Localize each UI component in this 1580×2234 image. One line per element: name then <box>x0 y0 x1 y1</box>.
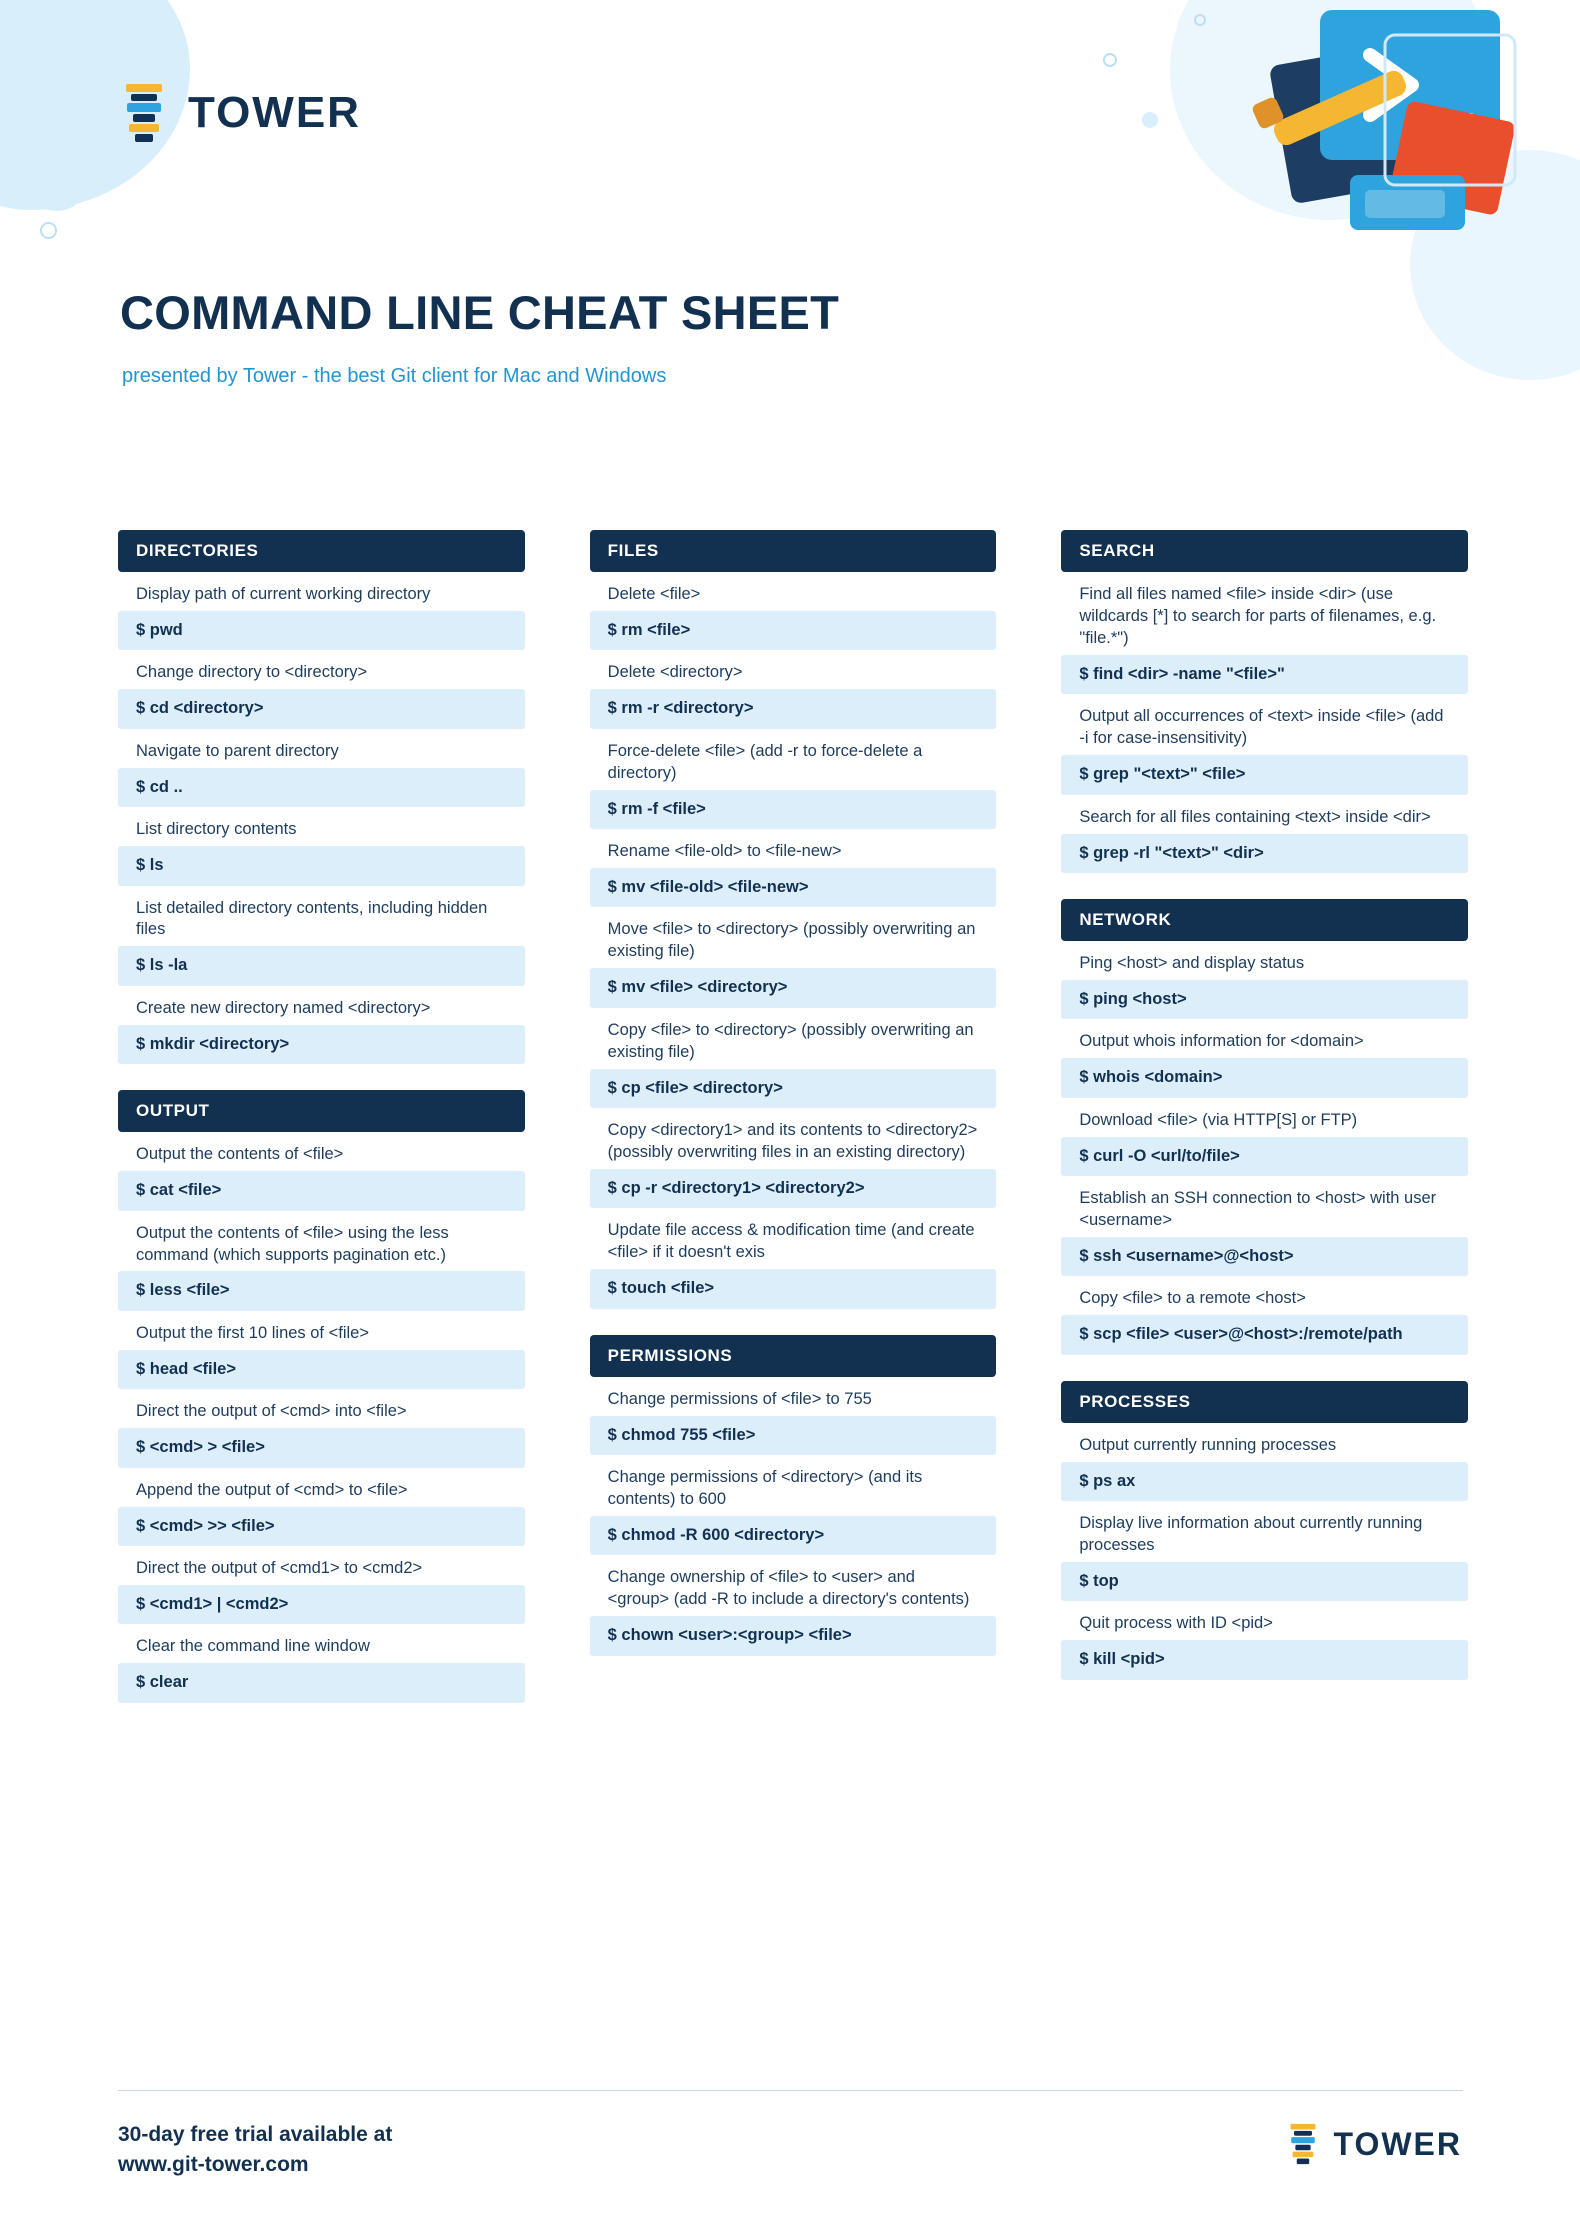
section-title: OUTPUT <box>118 1090 525 1132</box>
entry-description: List directory contents <box>136 820 297 839</box>
entry <box>1061 1031 1468 1097</box>
entry-command[interactable]: $ mv <file-old> <file-new> <box>590 868 997 907</box>
entry <box>1061 1513 1468 1601</box>
hero-illustration-icon <box>1020 0 1540 300</box>
entry-command[interactable]: $ rm <file> <box>590 611 997 650</box>
entry-command[interactable]: $ kill <pid> <box>1061 1640 1468 1679</box>
entry-command[interactable]: $ mkdir <directory> <box>118 1025 525 1064</box>
entry-description: Search for all files containing <text> inside <dir> <box>1079 807 1431 826</box>
entry <box>590 1220 997 1308</box>
entry-command[interactable]: $ top <box>1061 1562 1468 1601</box>
section-title: NETWORK <box>1061 899 1468 941</box>
entry <box>118 1558 525 1624</box>
entry <box>118 1323 525 1389</box>
entry-command[interactable]: $ rm -r <directory> <box>590 689 997 728</box>
entry-command[interactable]: $ chown <user>:<group> <file> <box>590 1616 997 1655</box>
section-files <box>590 530 997 1309</box>
entry-command[interactable]: $ cp -r <directory1> <directory2> <box>590 1169 997 1208</box>
tower-logo-icon <box>1285 2122 1321 2166</box>
entry-description: Download <file> (via HTTP[S] or FTP) <box>1079 1110 1358 1129</box>
entry-description: Output currently running processes <box>1079 1435 1337 1454</box>
section-processes <box>1061 1381 1468 1680</box>
column-left <box>118 530 525 1715</box>
footer-trial-text <box>118 2120 392 2181</box>
entry-description: Change directory to <directory> <box>136 663 368 682</box>
entry-description: Output all occurrences of <text> inside <file> (add -i for case-insensitivity) <box>1079 707 1444 748</box>
entry-description: Display path of current working directory <box>136 585 431 603</box>
entry-description: Force-delete <file> (add -r to force-delete a directory) <box>607 741 923 782</box>
entry-description: Quit process with ID <pid> <box>1079 1614 1273 1633</box>
entry <box>118 1480 525 1546</box>
section-network <box>1061 899 1468 1355</box>
entry <box>118 584 525 650</box>
entry-description: Display live information about currently running processes <box>1079 1514 1423 1555</box>
section-permissions <box>590 1335 997 1656</box>
entry <box>1061 953 1468 1019</box>
entry-description: Navigate to parent directory <box>136 741 339 760</box>
entry-description: Find all files named <file> inside <dir> (use wildcards [*] to search for parts of filenames, e.g. "file.*") <box>1079 585 1437 647</box>
footer-divider <box>118 2090 1463 2091</box>
entry-description: Copy <file> to a remote <host> <box>1079 1289 1306 1308</box>
entry-description: Copy <directory1> and its contents to <directory2> (possibly overwriting files in an existing directory) <box>607 1121 978 1161</box>
entry <box>590 1567 997 1655</box>
entry-description: Direct the output of <cmd> into <file> <box>136 1402 407 1421</box>
entry-command[interactable]: $ scp <file> <user>@<host>:/remote/path <box>1061 1315 1468 1354</box>
section-output <box>118 1090 525 1703</box>
entry <box>590 1020 997 1108</box>
section-title: SEARCH <box>1061 530 1468 572</box>
entry <box>590 741 997 829</box>
decorative-ring-left <box>40 222 57 239</box>
entry-command[interactable]: $ touch <file> <box>590 1269 997 1308</box>
entry-command[interactable]: $ head <file> <box>118 1350 525 1389</box>
entry-description: Move <file> to <directory> (possibly overwriting an existing file) <box>607 920 976 961</box>
entry-command[interactable]: $ grep -rl "<text>" <dir> <box>1061 834 1468 873</box>
entry-description: Clear the command line window <box>136 1637 370 1656</box>
entry-description: Update file access & modification time (and create <file> if it doesn't exis <box>607 1221 975 1262</box>
entry <box>118 662 525 728</box>
entry-command[interactable]: $ less <file> <box>118 1271 525 1310</box>
entry <box>1061 1435 1468 1501</box>
section-search <box>1061 530 1468 873</box>
footer-line-1: 30-day free trial available at <box>118 2123 393 2146</box>
entry <box>1061 1613 1468 1679</box>
entry <box>118 1223 525 1311</box>
entry-description: Ping <host> and display status <box>1079 953 1305 972</box>
entry <box>118 998 525 1064</box>
entry <box>118 819 525 885</box>
entry-command[interactable]: $ pwd <box>118 611 525 650</box>
page-subtitle: presented by Tower - the best Git client for Mac and Windows <box>122 365 667 387</box>
entry-command[interactable]: $ cd <directory> <box>118 689 525 728</box>
entry-command[interactable]: $ clear <box>118 1663 525 1702</box>
entry-description: Create new directory named <directory> <box>136 998 431 1017</box>
entry <box>590 1389 997 1455</box>
footer-brand <box>1285 2122 1462 2166</box>
section-title: FILES <box>590 530 997 572</box>
column-right <box>1061 530 1468 1715</box>
entry-command[interactable]: $ curl -O <url/to/file> <box>1061 1137 1468 1176</box>
entry-description: Change permissions of <directory> (and its contents) to 600 <box>607 1468 923 1508</box>
entry-command[interactable]: $ cd .. <box>118 768 525 807</box>
footer-website-link[interactable]: www.git-tower.com <box>118 2153 309 2177</box>
entry-command[interactable]: $ ls <box>118 846 525 885</box>
entry <box>1061 1288 1468 1354</box>
entry <box>1061 706 1468 794</box>
brand-header <box>118 82 361 144</box>
section-title: PROCESSES <box>1061 1381 1468 1423</box>
entry-description: Delete <directory> <box>607 663 743 682</box>
entry-command[interactable]: $ <cmd1> | <cmd2> <box>118 1585 525 1624</box>
entry-command[interactable]: $ ssh <username>@<host> <box>1061 1237 1468 1276</box>
entry-command[interactable]: $ chmod -R 600 <directory> <box>590 1516 997 1555</box>
footer-brand-name: TOWER <box>1333 2125 1462 2162</box>
entry <box>590 1467 997 1555</box>
entry-description: Output the contents of <file> using the less command (which supports pagination etc.) <box>136 1223 449 1264</box>
entry-command[interactable]: $ cat <file> <box>118 1171 525 1210</box>
entry <box>590 919 997 1007</box>
entry-command[interactable]: $ find <dir> -name "<file>" <box>1061 655 1468 694</box>
entry-command[interactable]: $ ping <host> <box>1061 980 1468 1019</box>
entry-command[interactable]: $ <cmd> >> <file> <box>118 1507 525 1546</box>
entry-command[interactable]: $ ls -la <box>118 946 525 985</box>
entry-description: Output the contents of <file> <box>136 1145 344 1164</box>
section-title: PERMISSIONS <box>590 1335 997 1377</box>
entry <box>118 741 525 807</box>
entry-command[interactable]: $ cp <file> <directory> <box>590 1069 997 1108</box>
entry-description: List detailed directory contents, including hidden files <box>136 898 488 939</box>
column-middle <box>590 530 997 1715</box>
entry <box>1061 584 1468 694</box>
entry-command[interactable]: $ whois <domain> <box>1061 1058 1468 1097</box>
entry <box>590 841 997 907</box>
entry <box>118 1144 525 1210</box>
entry <box>590 584 997 650</box>
entry-command[interactable]: $ <cmd> > <file> <box>118 1428 525 1467</box>
decorative-circle-left <box>30 165 84 211</box>
entry <box>118 898 525 986</box>
entry-command[interactable]: $ rm -f <file> <box>590 790 997 829</box>
page-title: COMMAND LINE CHEAT SHEET <box>120 286 840 339</box>
entry <box>118 1401 525 1467</box>
entry-description: Delete <file> <box>607 585 701 603</box>
section-title: DIRECTORIES <box>118 530 525 572</box>
entry-description: Rename <file-old> to <file-new> <box>607 842 842 861</box>
entry-command[interactable]: $ mv <file> <directory> <box>590 968 997 1007</box>
entry <box>1061 807 1468 873</box>
entry-command[interactable]: $ grep "<text>" <file> <box>1061 755 1468 794</box>
entry <box>1061 1110 1468 1176</box>
entry <box>118 1636 525 1702</box>
entry <box>1061 1188 1468 1276</box>
entry-description: Direct the output of <cmd1> to <cmd2> <box>136 1559 423 1577</box>
entry <box>590 1120 997 1208</box>
tower-logo-icon <box>118 82 170 144</box>
entry-description: Change ownership of <file> to <user> and <group> (add -R to include a directory's contents) <box>607 1568 970 1609</box>
entry-command[interactable]: $ ps ax <box>1061 1462 1468 1501</box>
brand-name: TOWER <box>188 88 361 137</box>
entry-description: Copy <file> to <directory> (possibly overwriting an existing file) <box>607 1020 974 1061</box>
entry-description: Append the output of <cmd> to <file> <box>136 1480 408 1499</box>
section-directories <box>118 530 525 1064</box>
entry-description: Output whois information for <domain> <box>1079 1032 1364 1051</box>
entry-command[interactable]: $ chmod 755 <file> <box>590 1416 997 1455</box>
entry-description: Establish an SSH connection to <host> with user <username> <box>1079 1189 1437 1229</box>
entry-description: Output the first 10 lines of <file> <box>136 1323 369 1342</box>
cheatsheet-columns <box>118 530 1468 1715</box>
entry <box>590 662 997 728</box>
entry-description: Change permissions of <file> to 755 <box>607 1389 872 1408</box>
